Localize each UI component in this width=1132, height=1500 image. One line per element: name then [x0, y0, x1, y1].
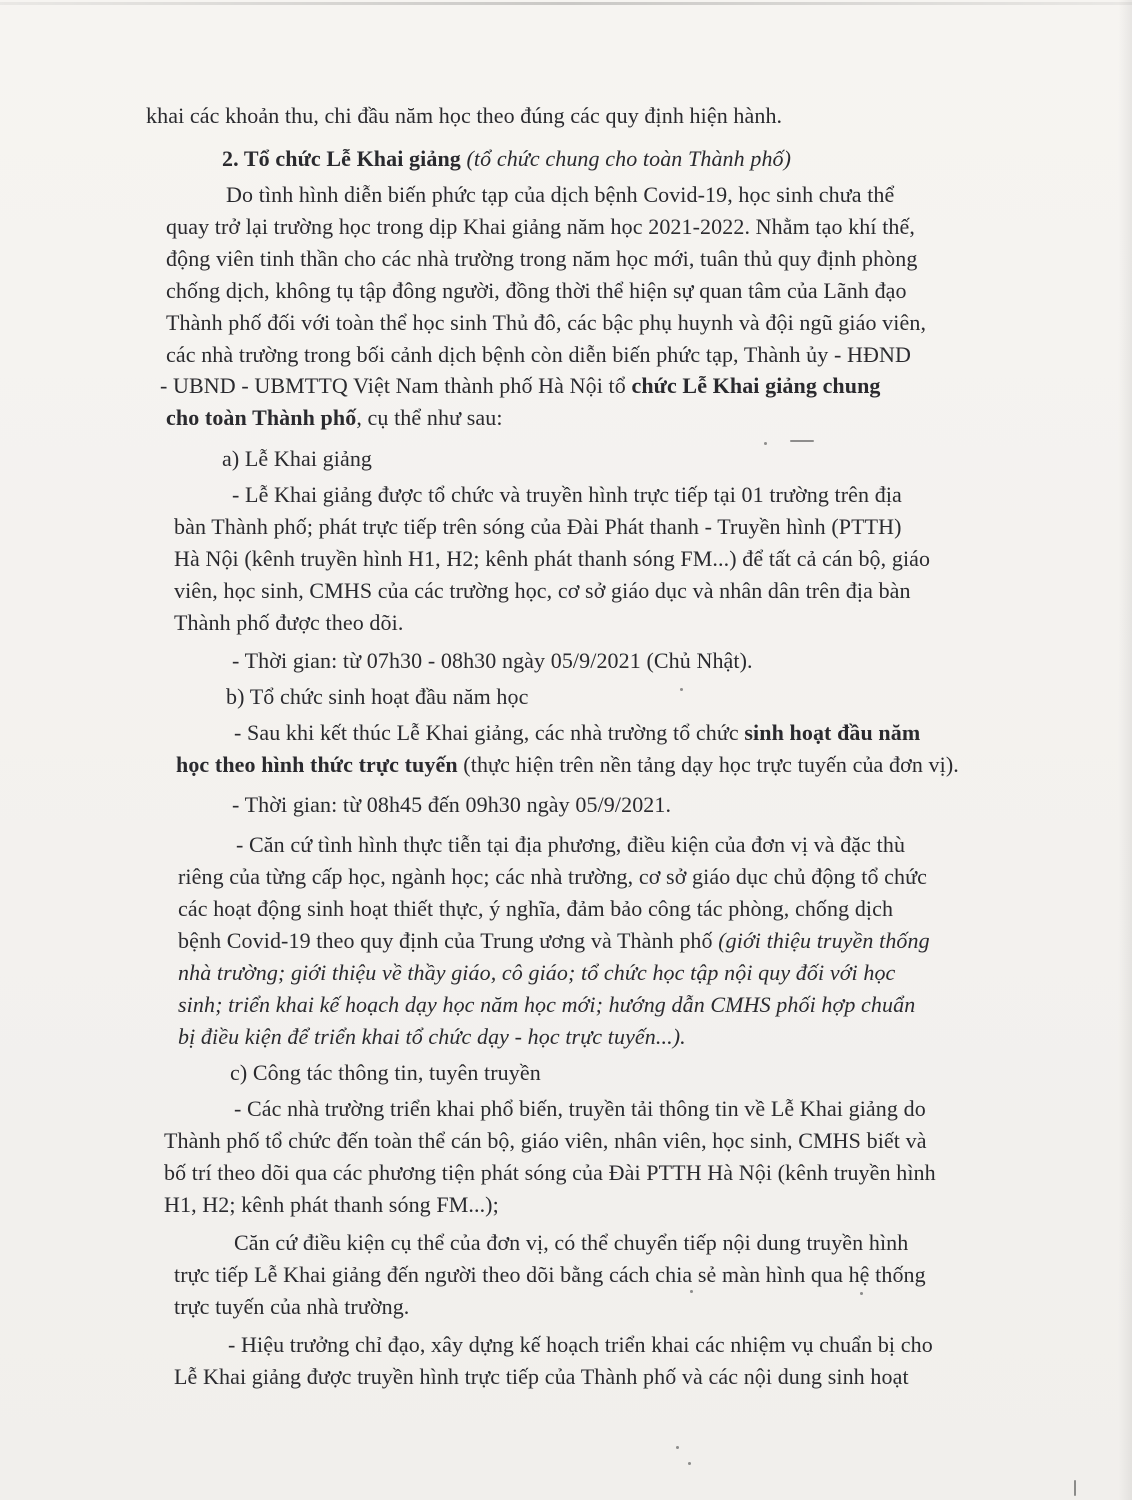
scan-speck — [690, 1290, 693, 1293]
text-line: quay trở lại trường học trong dịp Khai giảng năm học 2021-2022. Nhằm tạo khí thế, — [166, 214, 915, 239]
text-line: - Căn cứ tình hình thực tiễn tại địa phương, điều kiện của đơn vị và đặc thù — [236, 832, 906, 857]
text-line: Lễ Khai giảng được truyền hình trực tiếp của Thành phố và các nội dung sinh hoạt — [174, 1364, 909, 1389]
text-line: các hoạt động sinh hoạt thiết thực, ý nghĩa, đảm bảo công tác phòng, chống dịch — [178, 896, 894, 921]
section-heading-note: (tổ chức chung cho toàn Thành phố) — [466, 146, 792, 171]
text-line: khai các khoản thu, chi đầu năm học theo đúng các quy định hiện hành. — [146, 103, 783, 128]
scan-speck — [860, 1292, 863, 1295]
italic-line: nhà trường; giới thiệu về thầy giáo, cô giáo; tổ chức học tập nội quy đối với học — [178, 960, 896, 985]
text-line: riêng của từng cấp học, ngành học; các nhà trường, cơ sở giáo dục chủ động tổ chức — [178, 864, 928, 889]
text-line — [166, 405, 503, 431]
text-line: động viên tinh thần cho các nhà trường trong năm học mới, tuân thủ quy định phòng — [166, 246, 918, 271]
subsection-heading-b: b) Tổ chức sinh hoạt đầu năm học — [226, 684, 529, 709]
text-line: Hà Nội (kênh truyền hình H1, H2; kênh phát thanh sóng FM...) để tất cả cán bộ, giáo — [174, 546, 931, 571]
italic-run: (giới thiệu truyền thống — [718, 928, 930, 953]
section-heading — [222, 146, 791, 172]
scan-right-shade — [1118, 0, 1132, 1500]
text-line: Thành phố tổ chức đến toàn thể cán bộ, giáo viên, nhân viên, học sinh, CMHS biết và — [164, 1128, 927, 1153]
scan-speck — [680, 688, 683, 691]
text-line: chống dịch, không tụ tập đông người, đồng thời thể hiện sự quan tâm của Lãnh đạo — [166, 278, 907, 303]
text-line: viên, học sinh, CMHS của các trường học, cơ sở giáo dục và nhân dân trên địa bàn — [174, 578, 911, 603]
text-line: Căn cứ điều kiện cụ thể của đơn vị, có thể chuyển tiếp nội dung truyền hình — [234, 1230, 909, 1255]
text-line: H1, H2; kênh phát thanh sóng FM...); — [164, 1192, 499, 1217]
text-line: trực tuyến của nhà trường. — [174, 1294, 410, 1319]
text-run: - UBND - UBMTTQ Việt Nam thành phố Hà Nội tổ — [160, 373, 632, 398]
text-run: - Sau khi kết thúc Lễ Khai giảng, các nhà trường tổ chức — [234, 720, 745, 745]
text-line — [160, 373, 881, 399]
italic-line: bị điều kiện để triển khai tổ chức dạy - học trực tuyến...). — [178, 1024, 686, 1049]
text-line: trực tiếp Lễ Khai giảng đến người theo dõi bằng cách chia sẻ màn hình qua hệ thống — [174, 1262, 926, 1287]
text-line: các nhà trường trong bối cảnh dịch bệnh còn diễn biến phức tạp, Thành ủy - HĐND — [166, 342, 911, 367]
bold-run: chức Lễ Khai giảng chung — [631, 373, 881, 398]
section-heading-title: 2. Tổ chức Lễ Khai giảng — [222, 146, 461, 171]
text-run: bệnh Covid-19 theo quy định của Trung ương và Thành phố — [178, 928, 719, 953]
bold-run: học theo hình thức trực tuyến — [176, 752, 458, 777]
text-line: bàn Thành phố; phát trực tiếp trên sóng của Đài Phát thanh - Truyền hình (PTTH) — [174, 514, 902, 539]
scan-speck — [764, 442, 767, 445]
text-line: - Hiệu trưởng chỉ đạo, xây dựng kế hoạch triển khai các nhiệm vụ chuẩn bị cho — [228, 1332, 933, 1357]
bold-run: cho toàn Thành phố — [166, 405, 357, 430]
scan-speck — [790, 440, 814, 442]
text-line: - Các nhà trường triển khai phổ biến, truyền tải thông tin về Lễ Khai giảng do — [234, 1096, 926, 1121]
text-line: - Thời gian: từ 07h30 - 08h30 ngày 05/9/2021 (Chủ Nhật). — [232, 648, 753, 673]
text-line: bố trí theo dõi qua các phương tiện phát sóng của Đài PTTH Hà Nội (kênh truyền hình — [164, 1160, 936, 1185]
text-line: Thành phố đối với toàn thể học sinh Thủ đô, các bậc phụ huynh và đội ngũ giáo viên, — [166, 310, 927, 335]
text-line: - Thời gian: từ 08h45 đến 09h30 ngày 05/9/2021. — [232, 792, 672, 817]
subsection-heading-a: a) Lễ Khai giảng — [222, 446, 373, 471]
subsection-heading-c: c) Công tác thông tin, tuyên truyền — [230, 1060, 541, 1085]
text-line: Thành phố được theo dõi. — [174, 610, 404, 635]
italic-line: sinh; triển khai kế hoạch dạy học năm học mới; hướng dẫn CMHS phối hợp chuẩn — [178, 992, 916, 1017]
text-line — [176, 752, 959, 778]
scan-speck — [1074, 1480, 1076, 1496]
scan-speck — [676, 1446, 679, 1449]
text-line: - Lễ Khai giảng được tổ chức và truyền hình trực tiếp tại 01 trường trên địa — [232, 482, 902, 507]
bold-run: sinh hoạt đầu năm — [744, 720, 921, 745]
text-line — [178, 928, 930, 954]
text-run: (thực hiện trên nền tảng dạy học trực tuyến của đơn vị). — [457, 752, 959, 777]
text-line: Do tình hình diễn biến phức tạp của dịch bệnh Covid-19, học sinh chưa thể — [226, 182, 895, 207]
scan-speck — [688, 1462, 691, 1465]
text-line — [234, 720, 920, 746]
scan-top-edge — [0, 2, 1132, 5]
text-run: , cụ thể như sau: — [356, 405, 503, 430]
